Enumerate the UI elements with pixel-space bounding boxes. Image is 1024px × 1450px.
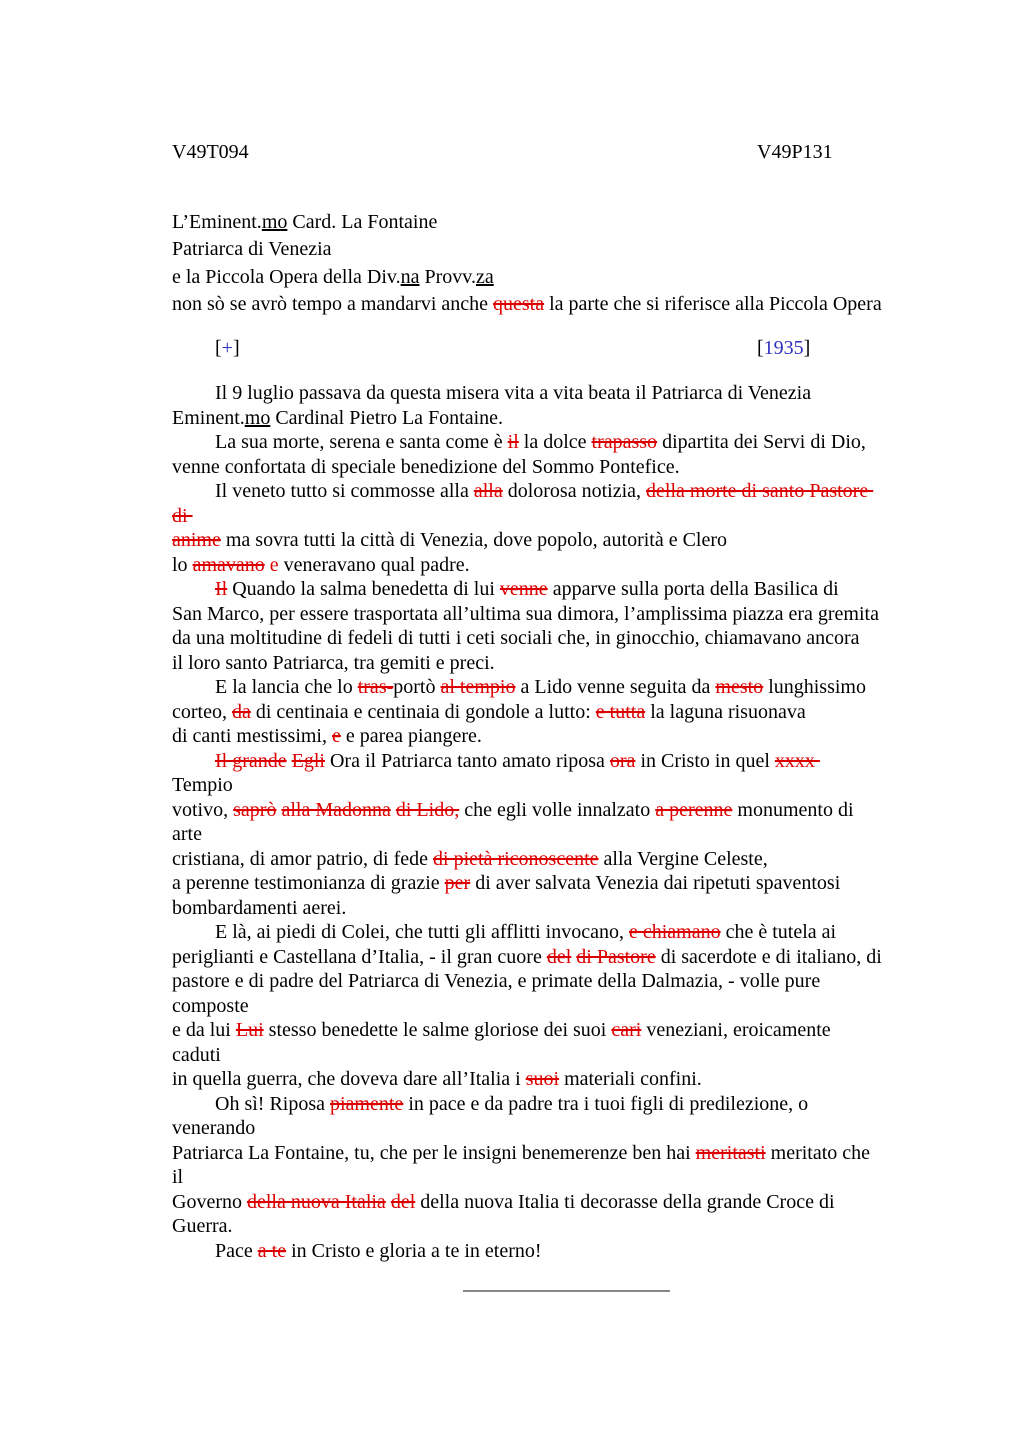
text-run: in Cristo in quel — [635, 749, 775, 772]
text-run: lo — [172, 553, 193, 576]
text-run: di Lido, — [395, 798, 460, 821]
text-run: arte — [172, 823, 202, 845]
text-run: L’Eminent. — [172, 210, 262, 233]
text-line — [172, 651, 912, 676]
text-run: che egli volle innalzato — [459, 798, 656, 821]
header-left-code: V49T094 — [172, 141, 249, 163]
text-line — [172, 1116, 912, 1141]
text-run: Card. La Fontaine — [287, 210, 438, 233]
text-run: Oh sì! Riposa — [215, 1092, 330, 1115]
text-run: Governo — [172, 1190, 247, 1213]
text-run: za — [475, 265, 494, 288]
text-line — [172, 920, 912, 945]
text-run: venne confortata di speciale benedizione del Sommo Pontefice. — [172, 455, 680, 478]
text-line — [172, 773, 912, 798]
header-right-code: V49P131 — [757, 141, 833, 163]
text-run: di canti mestissimi, — [172, 725, 332, 747]
text-run: della nuova Italia — [246, 1190, 386, 1213]
text-line — [172, 236, 912, 264]
text-run: Guerra. — [172, 1215, 233, 1237]
text-run: meritato che — [765, 1141, 871, 1164]
text-run: e chiamano — [628, 921, 721, 943]
text-line — [172, 455, 912, 480]
text-line — [172, 553, 912, 578]
text-run: na — [400, 265, 420, 288]
text-line — [172, 896, 912, 921]
text-run: Quando la salma benedetta di lui — [227, 578, 500, 600]
text-run: corteo, — [172, 700, 232, 723]
text-line — [172, 626, 912, 651]
text-run: a Lido venne seguita da — [515, 676, 716, 698]
text-run: la dolce — [518, 431, 592, 453]
text-run: del — [546, 945, 572, 968]
text-run: per — [444, 872, 471, 894]
text-run: di sacerdote e di italiano, di — [655, 945, 882, 968]
text-line — [172, 945, 912, 970]
text-run: anime — [172, 529, 221, 551]
text-run: al tempio — [440, 676, 516, 698]
text-run: di centinaia e centinaia di gondole a lutto: — [250, 700, 596, 723]
text-run: e — [332, 725, 341, 747]
text-line — [172, 1214, 912, 1239]
text-run: stesso benedette le salme gloriose dei suoi — [263, 1019, 612, 1041]
document-body — [172, 381, 912, 1263]
text-run: Patriarca La Fontaine, tu, che per le insigni benemerenze ben hai — [172, 1141, 696, 1164]
text-run: e parea piangere. — [340, 725, 482, 747]
text-run: caduti — [172, 1043, 221, 1066]
text-run: della morte di santo Pastore — [646, 480, 874, 502]
text-run: venne — [499, 578, 548, 600]
text-run: della nuova Italia ti decorasse della grande Croce di — [415, 1190, 835, 1213]
text-line — [172, 798, 912, 823]
text-run: in Cristo e gloria a te in eterno! — [286, 1239, 542, 1262]
text-line — [172, 1190, 912, 1215]
year-marker — [757, 335, 810, 363]
text-run: Il — [215, 578, 228, 600]
text-run: non sò se avrò tempo a mandarvi anche — [172, 293, 494, 315]
text-run: il — [507, 431, 519, 453]
text-run: San Marco, per essere trasportata all’ultima sua dimora, l’amplissima piazza era gremita — [172, 602, 879, 625]
text-run: [ — [215, 336, 222, 359]
text-line — [172, 1165, 912, 1190]
text-line — [172, 994, 912, 1019]
text-run: E la lancia che lo — [215, 676, 358, 698]
text-line — [172, 479, 912, 504]
text-run: periglianti e Castellana d’Italia, - il gran cuore — [172, 945, 547, 968]
text-line — [172, 381, 912, 406]
text-line — [172, 1092, 912, 1117]
text-run: Patriarca di Venezia — [172, 238, 332, 260]
text-run: mesto — [715, 676, 764, 698]
header-row — [172, 140, 912, 165]
text-line — [172, 1141, 912, 1166]
document-content — [172, 140, 912, 1292]
text-run: di Pastore — [576, 945, 656, 968]
text-run: di pietà riconoscente — [433, 847, 599, 870]
text-run: Provv. — [419, 265, 476, 288]
text-run: apparve sulla porta della Basilica di — [547, 578, 839, 600]
text-run: [ — [757, 336, 764, 359]
text-line — [172, 577, 912, 602]
text-run: alla Vergine Celeste, — [598, 847, 768, 870]
divider-line — [463, 1290, 670, 1292]
text-run: mo — [244, 406, 271, 429]
text-run: del — [390, 1190, 416, 1213]
text-run: suoi — [525, 1068, 560, 1090]
text-run: composte — [172, 994, 249, 1017]
text-run: in pace e da padre tra i tuoi figli di predilezione, o — [403, 1092, 809, 1115]
text-run: bombardamenti aerei. — [172, 896, 347, 919]
text-run: mo — [261, 210, 288, 233]
text-run: piamente — [330, 1092, 404, 1115]
text-line — [172, 822, 912, 847]
text-run: trapasso — [591, 431, 658, 453]
text-line — [172, 430, 912, 455]
text-line — [172, 1067, 912, 1092]
text-line — [172, 700, 912, 725]
text-run: votivo, — [172, 798, 234, 821]
text-run: lunghissimo — [763, 676, 866, 698]
text-line — [172, 724, 912, 749]
text-run: ma sovra tutti la città di Venezia, dove popolo, autorità e Clero — [220, 529, 728, 551]
text-run: materiali confini. — [559, 1068, 702, 1090]
text-run: la laguna risuonava — [645, 700, 806, 723]
text-run: veneziani, eroicamente — [641, 1019, 831, 1041]
text-line — [172, 406, 912, 431]
text-line — [172, 871, 912, 896]
text-run: 1935 — [763, 336, 804, 359]
text-run: Lui — [235, 1019, 264, 1041]
text-run: saprò — [233, 798, 277, 821]
text-run: da — [231, 700, 251, 723]
text-run: la parte che si riferisce alla Piccola Opera — [544, 293, 882, 315]
text-run: a perenne testimonianza di grazie — [172, 872, 445, 894]
plus-marker — [172, 337, 240, 359]
text-run: Pace — [215, 1239, 258, 1262]
text-run: ] — [232, 336, 240, 359]
text-run: monumento di — [732, 798, 854, 821]
text-run: e da lui — [172, 1019, 236, 1041]
text-run: in quella guerra, che doveva dare all’Italia i — [172, 1068, 526, 1090]
text-line — [172, 504, 912, 529]
text-run: dipartita dei Servi di Dio, — [657, 431, 866, 453]
text-line — [172, 1043, 912, 1068]
text-run: meritasti — [695, 1141, 766, 1164]
text-line — [172, 749, 912, 774]
text-run: xxxx — [774, 749, 820, 772]
text-run: il — [172, 1166, 184, 1188]
text-run: + — [221, 336, 233, 359]
text-run: a te — [257, 1239, 287, 1262]
text-line — [172, 528, 912, 553]
text-run: di — [172, 504, 193, 527]
text-run: venerando — [172, 1117, 256, 1139]
address-block — [172, 209, 912, 319]
text-run: di aver salvata Venezia dai ripetuti spaventosi — [470, 872, 841, 894]
text-run: ] — [803, 336, 811, 359]
text-run: il loro santo Patriarca, tra gemiti e preci. — [172, 651, 495, 674]
text-line — [172, 847, 912, 872]
text-run: portò — [393, 676, 441, 698]
text-run: alla Madonna — [281, 798, 391, 821]
text-run: La sua morte, serena e santa come è — [215, 431, 508, 453]
text-line — [172, 209, 912, 237]
text-run: che è tutela ai — [720, 921, 837, 943]
text-run: Egli — [291, 749, 325, 772]
text-run: Ora il Patriarca tanto amato riposa — [324, 749, 610, 772]
text-run: pastore e di padre del Patriarca di Venezia, e primate della Dalmazia, - volle pure — [172, 970, 821, 992]
text-run: Tempio — [172, 774, 233, 796]
text-run: a perenne — [655, 798, 733, 821]
text-run: e tutta — [595, 700, 646, 723]
marker-row — [172, 335, 912, 363]
text-run: tras- — [357, 676, 394, 698]
text-line — [172, 969, 912, 994]
text-line — [172, 675, 912, 700]
text-run: Eminent. — [172, 406, 245, 429]
text-run: e — [269, 553, 279, 576]
text-run: questa — [493, 293, 545, 315]
text-line — [172, 264, 912, 292]
text-run: cari — [611, 1019, 642, 1041]
text-run: Il 9 luglio passava da questa misera vita a vita beata il Patriarca di Venezia — [215, 382, 812, 404]
text-run: dolorosa notizia, — [502, 480, 647, 502]
text-run: E là, ai piedi di Colei, che tutti gli afflitti invocano, — [215, 921, 629, 943]
text-run: ora — [609, 749, 636, 772]
text-run: cristiana, di amor patrio, di fede — [172, 847, 434, 870]
text-run: alla — [473, 480, 503, 502]
text-run: veneravano qual padre. — [278, 553, 470, 576]
text-run: Cardinal Pietro La Fontaine. — [270, 406, 504, 429]
text-run: Il grande — [215, 749, 287, 772]
text-line — [172, 1018, 912, 1043]
text-line — [172, 602, 912, 627]
text-run: da una moltitudine di fedeli di tutti i ceti sociali che, in ginocchio, chiamavano ancora — [172, 627, 860, 649]
text-line — [172, 1239, 912, 1264]
text-run: amavano — [192, 553, 265, 576]
text-line — [172, 291, 912, 319]
text-run: Il veneto tutto si commosse alla — [215, 480, 474, 502]
text-run: e la Piccola Opera della Div. — [172, 265, 401, 288]
